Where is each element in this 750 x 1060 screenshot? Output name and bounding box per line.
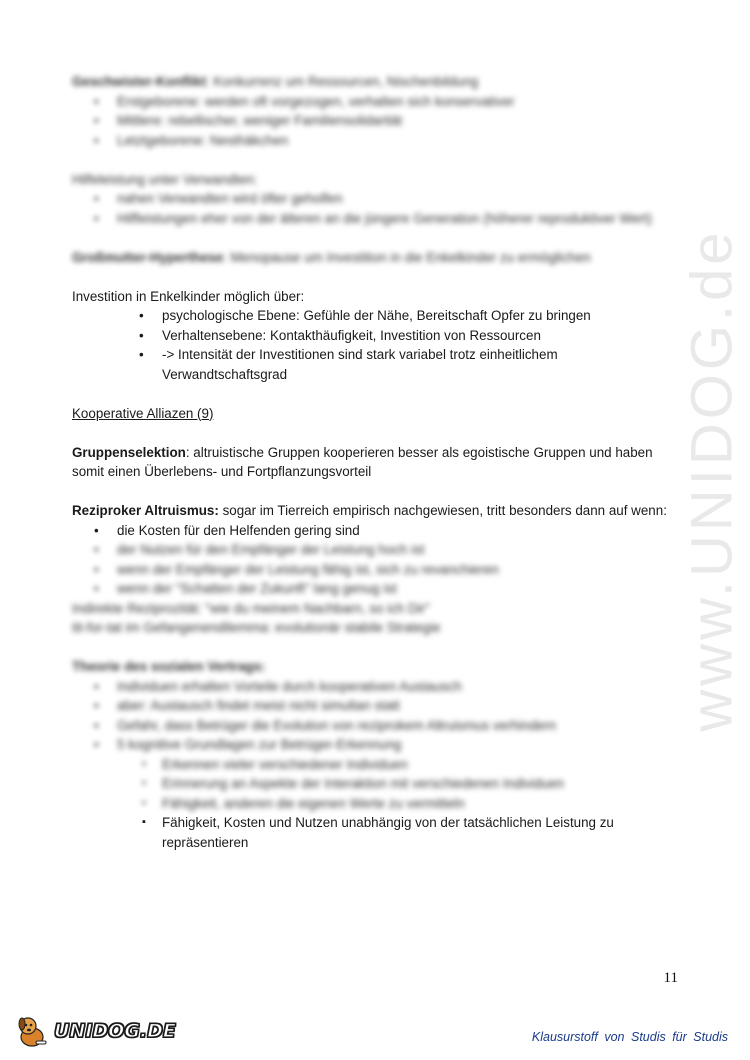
definition: : Konkurrenz um Ressourcen, Nischenbildung [205, 74, 479, 89]
section-investition [72, 287, 682, 385]
logo-text: UNIDOG.DE [54, 1020, 176, 1042]
list-item: • Hilfleistungen eher von der älteren an die jüngere Generation (höherer reproduktiver Wert) [72, 209, 682, 229]
paragraph [72, 501, 682, 521]
list-item: • Letztgeborene: Nesthäkchen [72, 131, 682, 151]
dog-icon [14, 1013, 50, 1049]
definition: : Menopause um Investition in die Enkelkinder zu ermöglichen [223, 249, 591, 265]
list-item: • aber: Austausch findet meist nicht simultan statt [72, 696, 682, 716]
bullet-list [72, 521, 682, 599]
paragraph: Hilfeleistung unter Verwandten: [72, 171, 258, 187]
section-grossmutter [72, 248, 682, 268]
section-geschwister [72, 72, 682, 150]
list-item: • die Kosten für den Helfenden gering sind [72, 521, 682, 541]
list-item: • psychologische Ebene: Gefühle der Nähe, Bereitschaft Opfer zu bringen [72, 306, 682, 326]
paragraph: tit-for-tat im Gefangenendilemma: evolutionär stabile Strategie [72, 620, 441, 635]
term: Theorie des sozialen Vertrags: [72, 659, 266, 674]
list-item: • wenn der "Schatten der Zukunft" lang genug ist [72, 579, 682, 599]
watermark: www.UNIDOG.de [679, 228, 745, 732]
list-item: • Individuen erhalten Vorteile durch kooperativen Austausch [72, 677, 682, 697]
sub-list-item: ▪ Fähigkeit, Kosten und Nutzen unabhängig von der tatsächlichen Leistung zu repräsentieren [72, 813, 682, 852]
page-number: 11 [663, 970, 678, 986]
section-reziprok [72, 501, 682, 638]
term: Gruppenselektion [72, 444, 186, 460]
footer-tagline: Klausurstoff von Studis für Studis [531, 1030, 728, 1044]
paragraph [72, 72, 682, 92]
list-item: • Gefahr, dass Betrüger die Evolution von reziprokem Altruismus verhindern [72, 716, 682, 736]
list-item: • Verhaltensebene: Kontakthäufigkeit, Investition von Ressourcen [72, 326, 682, 346]
list-item: • wenn der Empfänger der Leistung fähig ist, sich zu revanchieren [72, 560, 682, 580]
list-item: • 5 kognitive Grundlagen zur Betrüger-Erkennung [72, 735, 682, 755]
bullet-list [72, 677, 682, 755]
section-hilfeleistung [72, 170, 682, 229]
list-item: • Erstgeborene: werden oft vorgezogen, verhalten sich konservativer [72, 92, 682, 112]
bullet-list [72, 92, 682, 151]
list-item: • Mittlere: rebellischer, weniger Familiensolidarität [72, 111, 682, 131]
sub-list-item: ▪ Erkennen vieler verschiedener Individuen [72, 755, 682, 775]
sub-bullet-list [72, 755, 682, 853]
paragraph [72, 657, 682, 677]
paragraph [72, 248, 682, 268]
bullet-list [72, 306, 682, 384]
term: Geschwister-Konflikt [72, 74, 206, 89]
list-item: • der Nutzen für den Empfänger der Leistung hoch ist [72, 540, 682, 560]
list-item: • -> Intensität der Investitionen sind stark variabel trotz einheitlichem Verwandtschaftsgrad [72, 345, 682, 384]
definition: sogar im Tierreich empirisch nachgewiesen, tritt besonders dann auf wenn: [218, 503, 667, 518]
paragraph: Indirekte Reziprozität: "wie du meinem Nachbarn, so ich Dir" [72, 600, 430, 616]
term: Großmutter-Hyperthese [72, 249, 224, 265]
logo [14, 1012, 176, 1050]
paragraph-gruppenselektion [72, 443, 682, 482]
bullet-list [72, 189, 682, 228]
section-vertrag [72, 657, 682, 852]
document-content [72, 72, 682, 852]
term: Reziproker Altruismus: [72, 503, 219, 518]
sub-list-item: ▪ Erinnerung an Aspekte der Interaktion mit verschiedenen Individuen [72, 774, 682, 794]
sub-list-item: ▪ Fähigkeit, anderen die eigenen Werte zu vermitteln [72, 794, 682, 814]
definition: : altruistische Gruppen kooperieren besser als egoistische Gruppen und haben somit einen Überlebens- und Fortpflanzungsvorteil [72, 444, 653, 479]
paragraph: Investition in Enkelkinder möglich über: [72, 288, 305, 304]
list-item: • nahen Verwandten wird öfter geholfen [72, 189, 682, 209]
section-heading: Kooperative Alliazen (9) [72, 405, 214, 421]
